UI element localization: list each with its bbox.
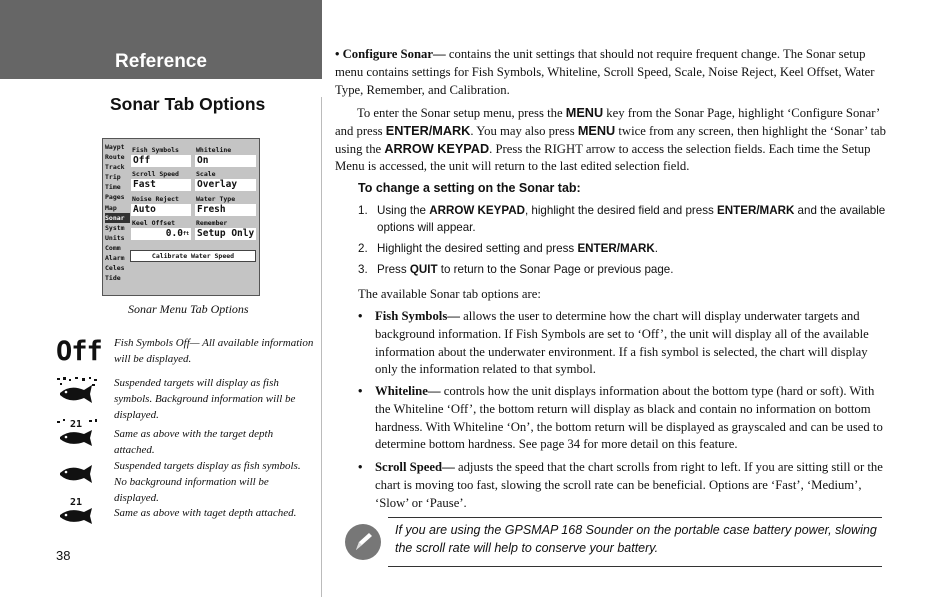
device-tab: Trip (105, 173, 121, 182)
scroll-speed-label: Scroll Speed (132, 170, 179, 178)
device-tab: Route (105, 153, 125, 162)
icon-description: Fish Symbols Off— All available information will be displayed. (114, 337, 314, 365)
bullet: • (335, 47, 340, 61)
text-run: , highlight the desired field and press (524, 204, 718, 217)
key-name: MENU (565, 106, 604, 120)
fish-symbol-off-icon: Off (56, 336, 102, 367)
scale-label: Scale (196, 170, 216, 178)
step-number: 1. (358, 204, 368, 217)
fish-symbol-icon (56, 460, 116, 494)
device-tab-list (105, 142, 130, 283)
text-run: . (654, 242, 658, 255)
fish-symbol-depth-icon (56, 496, 116, 530)
remember-field: Setup Only (197, 228, 255, 239)
icon-description: Same as above with taget depth attached. (114, 507, 297, 519)
key-name: ARROW KEYPAD (429, 204, 525, 217)
section-title: Sonar Tab Options (110, 94, 266, 114)
note-pencil-icon (345, 524, 381, 560)
fish-symbols-label: Fish Symbols (132, 146, 179, 154)
option-text: controls how the unit displays information about the bottom type (hard or soft). With the Whiteline ‘Off’, the bottom return will display as black and contain no information on bottom hardness. With Whiteline ‘On’, the bottom return will be displayed as grayscaled and can be used to determine bottom hardness. See page 34 for more detail on this feature. (375, 384, 883, 452)
device-tab: Pages (105, 193, 125, 202)
step-number: 3. (358, 263, 368, 276)
option-text: allows the user to determine how the chart will display underwater targets and background information. If Fish Symbols are set to ‘Off’, the unit will display all of the available information about the underwater environment. If a fish symbol is selected, the chart will display only the information related to that symbol. (375, 309, 869, 377)
svg-text:21: 21 (70, 419, 83, 430)
key-name: MENU (577, 123, 616, 138)
device-tab: Celes (105, 264, 125, 273)
device-tab: Waypt (105, 143, 125, 151)
configure-sonar-paragraph (335, 46, 888, 99)
keel-offset-label: Keel Offset (132, 219, 176, 227)
key-name: QUIT (409, 263, 438, 276)
noise-reject-label: Noise Reject (132, 195, 179, 203)
remember-label: Remember (196, 219, 228, 227)
text-run: twice from any screen, then highlight the ‘Sonar’ tab using the (335, 123, 887, 156)
device-tab: Units (105, 233, 125, 242)
note-bottom-rule (388, 566, 882, 567)
option-term: Fish Symbols— (375, 309, 460, 323)
option-term: Whiteline— (375, 384, 441, 398)
figure-caption: Sonar Menu Tab Options (128, 302, 249, 316)
bullet: • (358, 460, 363, 474)
text-run: Highlight the desired setting and press (377, 242, 578, 255)
key-name: ENTER/MARK (577, 242, 655, 255)
keel-offset-value: 0.0 (165, 228, 183, 239)
text-run: . You may also press (470, 123, 578, 138)
scale-field: Overlay (195, 179, 256, 191)
water-type-label: Water Type (196, 195, 236, 203)
svg-text:21: 21 (70, 497, 83, 508)
noise-reject-field: Auto (131, 204, 191, 216)
note-top-rule (388, 517, 882, 518)
option-term: Scroll Speed— (375, 460, 455, 474)
keel-offset-field (131, 228, 191, 240)
keel-offset-unit: ft (182, 231, 189, 237)
icon-description: Suspended targets display as fish symbols. No background information will be displayed. (114, 460, 301, 504)
key-name: ARROW KEYPAD (384, 141, 490, 156)
device-tab: Tide (105, 274, 121, 283)
device-tab: Alarm (105, 254, 125, 263)
device-tab: Systm (105, 223, 125, 232)
note-text: If you are using the GPSMAP 168 Sounder on the portable case battery power, slowing the scroll rate will help to conserve your battery. (395, 523, 877, 555)
whiteline-field: On (195, 155, 256, 167)
bullet: • (358, 384, 363, 398)
fish-symbol-background-depth-icon (56, 418, 116, 452)
device-tab: Track (105, 163, 125, 172)
calibrate-water-speed-button: Calibrate Water Speed (130, 250, 256, 262)
water-type-field: Fresh (195, 204, 256, 216)
device-tab-selected: Sonar (105, 213, 130, 223)
icon-description: Same as above with the target depth attached. (114, 428, 274, 456)
text-run: To enter the Sonar setup menu, press the (357, 106, 566, 120)
available-options-intro: The available Sonar tab options are: (358, 287, 541, 301)
configure-sonar-text: contains the unit settings that should not require frequent change. The Sonar setup menu contains settings for Fish Symbols, Whiteline, Scroll Speed, Scale, Noise Reject, Keel Offset, Water Type, Remember, and Calibration. (335, 47, 875, 97)
step-number: 2. (358, 242, 368, 255)
configure-sonar-term: Configure Sonar— (342, 47, 446, 61)
key-name: ENTER/MARK (385, 123, 471, 138)
bullet: • (358, 309, 363, 323)
sonar-menu-screenshot (102, 138, 260, 296)
device-tab: Comm (105, 243, 121, 252)
text-run: key from the Sonar Page, highlight ‘Configure Sonar’ and press (335, 106, 880, 138)
text-run: Using the (377, 204, 430, 217)
key-name: ENTER/MARK (717, 204, 795, 217)
icon-description: Suspended targets will display as fish symbols. Background information will be displayed. (114, 377, 296, 421)
option-text: adjusts the speed that the chart scrolls from right to left. If you are sitting still or the chart is moving too fast, slowing the scroll rate can be beneficial. Options are ‘Fast’, ‘Medium’, ‘Slow’ or ‘Pause’. (375, 460, 883, 510)
device-tab: Map (105, 203, 117, 212)
device-tab: Time (105, 183, 121, 192)
change-setting-heading: To change a setting on the Sonar tab: (358, 181, 581, 195)
text-run: . Press the RIGHT arrow to access the selection fields. Each time the Setup Menu is accessed, the unit will return to the last edited selection field. (335, 141, 871, 174)
whiteline-label: Whiteline (196, 146, 232, 154)
fish-symbols-field: Off (131, 155, 191, 167)
fish-symbol-background-icon (56, 376, 116, 410)
text-run: and the available options will appear. (377, 204, 886, 234)
enter-setup-paragraph (335, 105, 888, 176)
column-divider (321, 97, 322, 597)
text-run: Press (377, 263, 410, 276)
scroll-speed-field: Fast (131, 179, 191, 191)
text-run: to return to the Sonar Page or previous page. (437, 263, 674, 276)
page-number: 38 (56, 548, 71, 563)
header-title: Reference (115, 51, 207, 72)
